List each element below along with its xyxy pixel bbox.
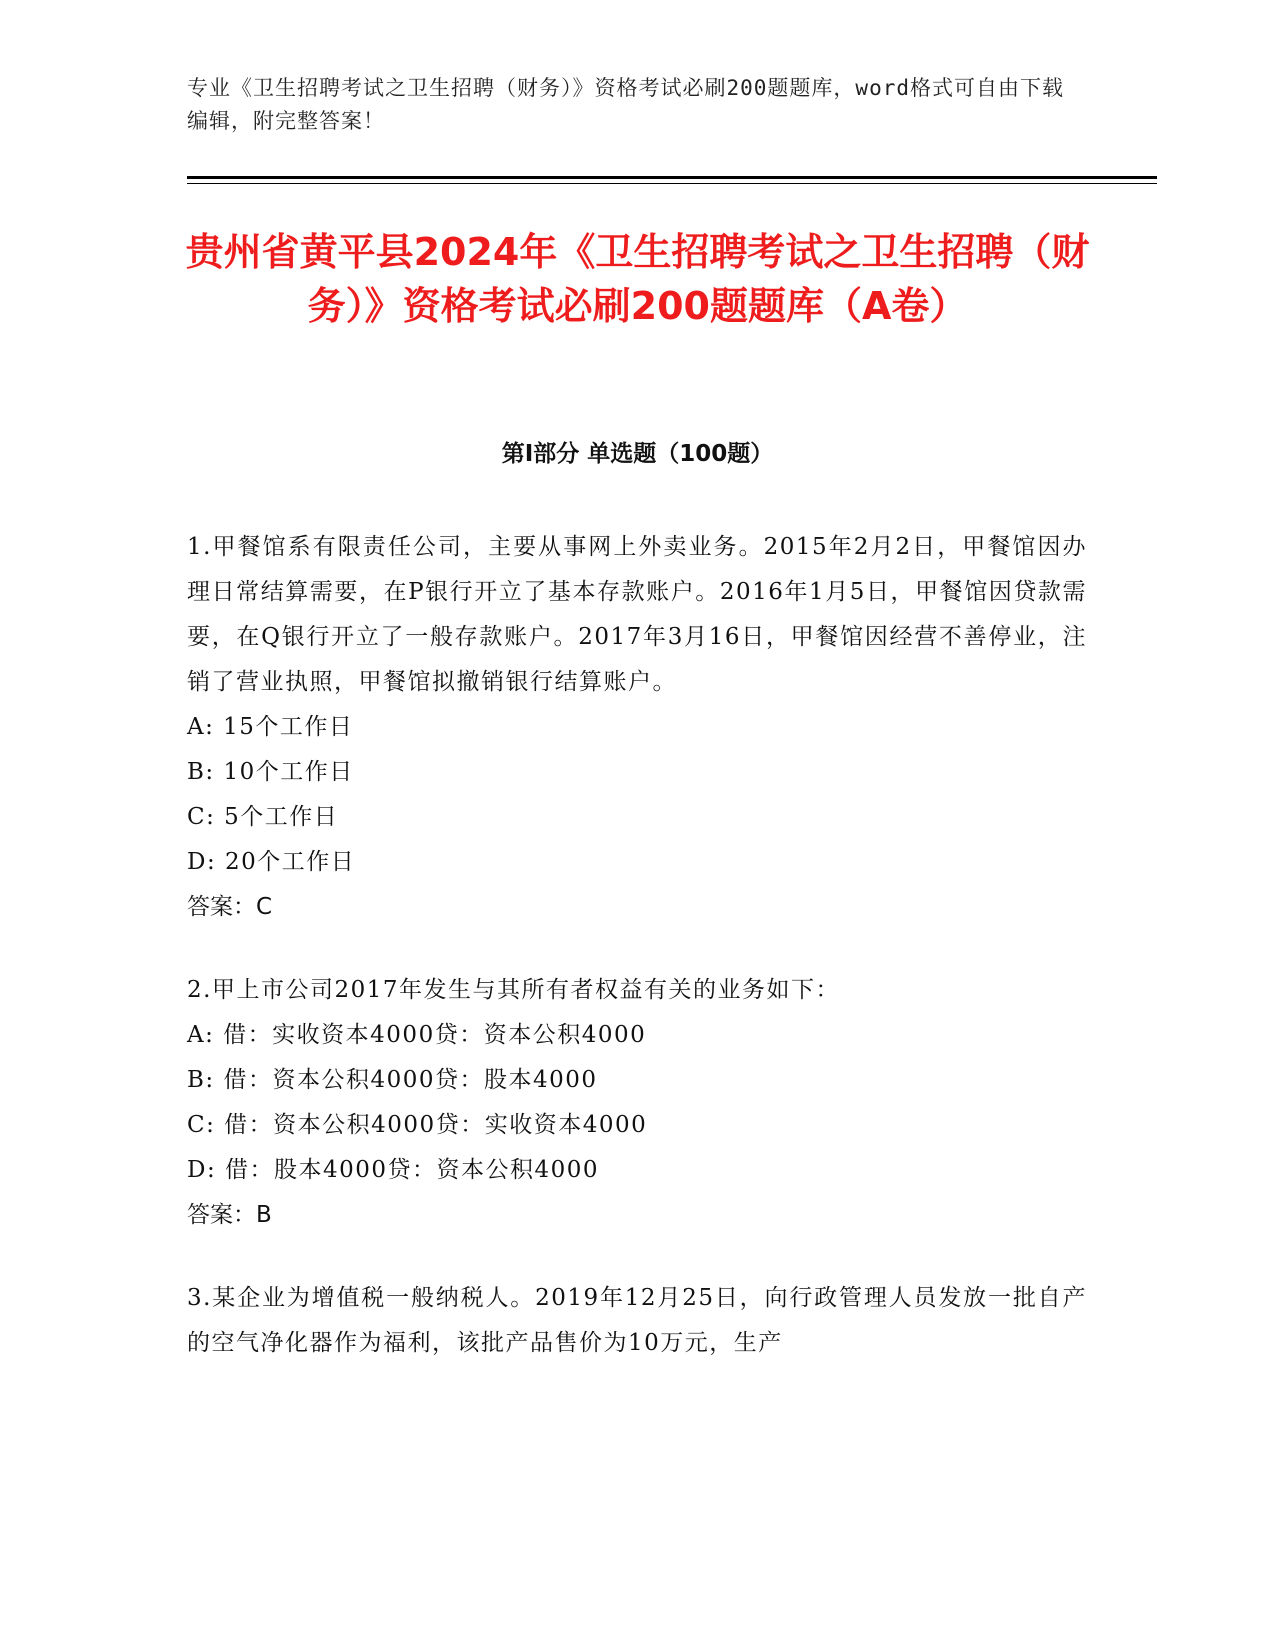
header-divider-thin (187, 183, 1157, 184)
answer: 答案：B (187, 1202, 272, 1228)
section-heading: 第I部分 单选题（100题） (501, 441, 774, 467)
question-stem: 3.某企业为增值税一般纳税人。2019年12月25日，向行政管理人员发放一批自产的空气净化器作为福利，该批产品售价为10万元，生产 (187, 1285, 1087, 1356)
option-b: B: 借：资本公积4000贷：股本4000 (187, 1067, 598, 1093)
question-2 (187, 968, 1087, 1238)
option-a: A: 15个工作日 (187, 714, 354, 740)
document-title: 贵州省黄平县2024年《卫生招聘考试之卫生招聘（财务）》资格考试必刷200题题库（A卷） (185, 230, 1090, 328)
option-d: D: 20个工作日 (187, 849, 356, 875)
option-c: C: 借：资本公积4000贷：实收资本4000 (187, 1112, 648, 1138)
option-c: C: 5个工作日 (187, 804, 339, 830)
option-d: D: 借：股本4000贷：资本公积4000 (187, 1157, 600, 1183)
option-a: A: 借：实收资本4000贷：资本公积4000 (187, 1022, 647, 1048)
question-3 (187, 1276, 1087, 1366)
question-1 (187, 525, 1087, 930)
answer: 答案：C (187, 894, 273, 920)
question-list (187, 525, 1087, 1404)
question-stem: 2.甲上市公司2017年发生与其所有者权益有关的业务如下： (187, 977, 840, 1003)
question-stem: 1.甲餐馆系有限责任公司，主要从事网上外卖业务。2015年2月2日，甲餐馆因办理日常结算需要，在P银行开立了基本存款账户。2016年1月5日，甲餐馆因贷款需要，在Q银行开立了一般存款账户。2017年3月16日，甲餐馆因经营不善停业，注销了营业执照，甲餐馆拟撤销银行结算账户。 (187, 534, 1087, 695)
option-b: B: 10个工作日 (187, 759, 354, 785)
header-note: 专业《卫生招聘考试之卫生招聘（财务）》资格考试必刷200题题库，word格式可自由下载编辑，附完整答案！ (187, 76, 1064, 133)
header-divider-thick (187, 176, 1157, 179)
